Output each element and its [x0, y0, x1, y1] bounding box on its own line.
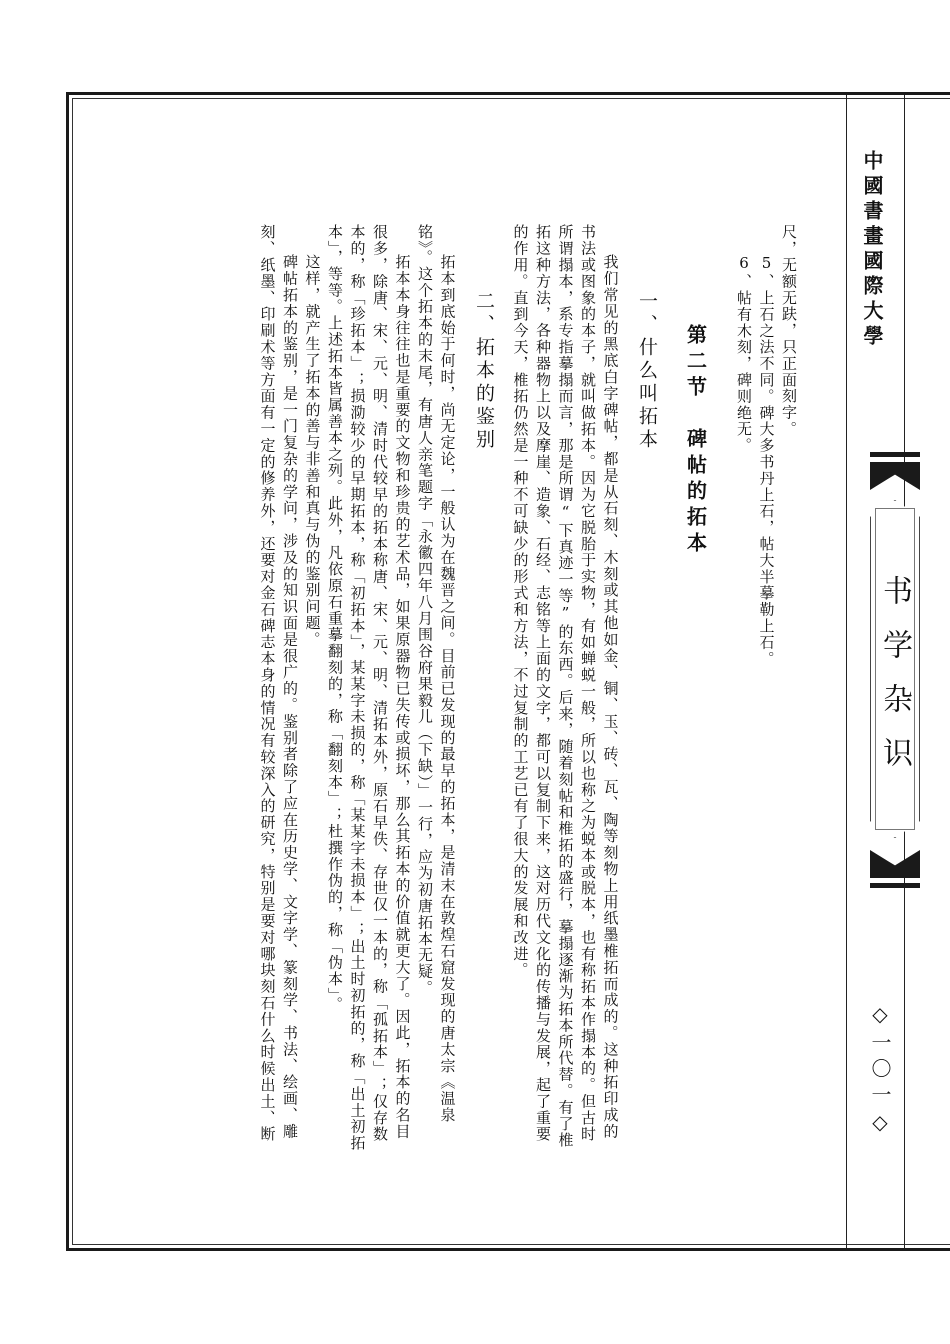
label-ornament-top — [870, 462, 920, 490]
label-bar-bottom — [870, 883, 920, 888]
list-item-3: 6、帖有木刻，碑则绝无。 — [735, 254, 753, 454]
part1-heading: 一、什么叫拓本 — [636, 290, 658, 452]
label-ornament-bottom — [870, 850, 920, 878]
label-bar-top — [870, 452, 920, 457]
section-number: 第二节 — [683, 324, 708, 402]
part2-heading: 二、拓本的鉴别 — [473, 290, 495, 452]
part2-paragraph-2: 拓本本身往往也是重要的文物和珍贵的艺术品，如果原器物已失传或损坏，那么其拓本的价值就更大了。因此，拓本的名目很多，除唐、宋、元、明、清时代较早的拓本称唐、宋、元、明、清拓本外，原石早佚、存世仅一本的，称「孤拓本」；仅存数本的，称「珍拓本」；损泐较少的早期拓本，称「初拓本」，某某字未损的，称「某某字未损本」；出土时初拓的，称「出土初拓本」，等等。上述拓本皆属善本之列。此外，凡依原石重摹翻刻的，称「翻刻本」；杜撰作伪的，称「伪本」。 — [326, 224, 412, 1152]
margin-rule-left — [846, 95, 847, 1248]
part2-paragraph-4: 碑帖拓本的鉴别，是一门复杂的学问，涉及的知识面是很广的。鉴别者除了应在历史学、文字学、篆刻学、书法、绘画、雕刻、纸墨、印刷术等方面有一定的修养外，还要对金石碑志本身的情况有较深入的研究，特别是要对哪块刻石什么时候出土、断 — [258, 224, 299, 1143]
part2-paragraph-1: 拓本到底始于何时，尚无定论，一般认为在魏晋之间。目前已发现的最早的拓本，是清末在敦煌石窟发现的唐太宗《温泉铭》。这个拓本的末尾，有唐人亲笔题字「永徽四年八月围谷府果毅儿（下缺）」一行，应为初唐拓本无疑。 — [416, 224, 457, 1124]
list-item-1: 尺，无额无趺，只正面刻字。 — [780, 224, 798, 438]
part1-paragraph: 我们常见的黑底白字碑帖，都是从石刻、木刻或其他如金、铜、玉、砖、瓦、陶等刻物上用纸墨椎拓而成的。这种拓印成的书法或图象的本子，就叫做拓本。因为它脱胎于实物，有如蝉蜕一般，所以也称之为蜕本或脱本，也有称拓本作搨本的。但古时所谓搨本，系专指摹搨而言，那是所谓“下真迹一等”的东西。后来，随着刻帖和椎拓的盛行，摹搨逐渐为拓本所代替。有了椎拓这种方法，各种器物上以及摩崖、造象、石经、志铭等上面的文字，都可以复制下来，这对历代文化的传播与发展，起了重要的作用。直到今天，椎拓仍然是一种不可缺少的形式和方法，不过复制的工艺已有了很大的发展和改进。 — [511, 224, 620, 1149]
main-text — [256, 224, 800, 1154]
section-name: 碑帖的拓本 — [683, 428, 708, 558]
book-title: 中國書畫國際大學 — [860, 150, 884, 350]
list-item-2: 5、上石之法不同。碑大多书丹上石，帖大半摹勒上石。 — [757, 254, 776, 667]
column-title: 书学杂识 — [877, 575, 912, 791]
part2-paragraph-3: 这样，就产生了拓本的善与非善和真与伪的鉴别问题。 — [303, 254, 322, 648]
page-number: ◇一〇一◇ — [868, 1002, 892, 1140]
section-title — [684, 224, 707, 1154]
